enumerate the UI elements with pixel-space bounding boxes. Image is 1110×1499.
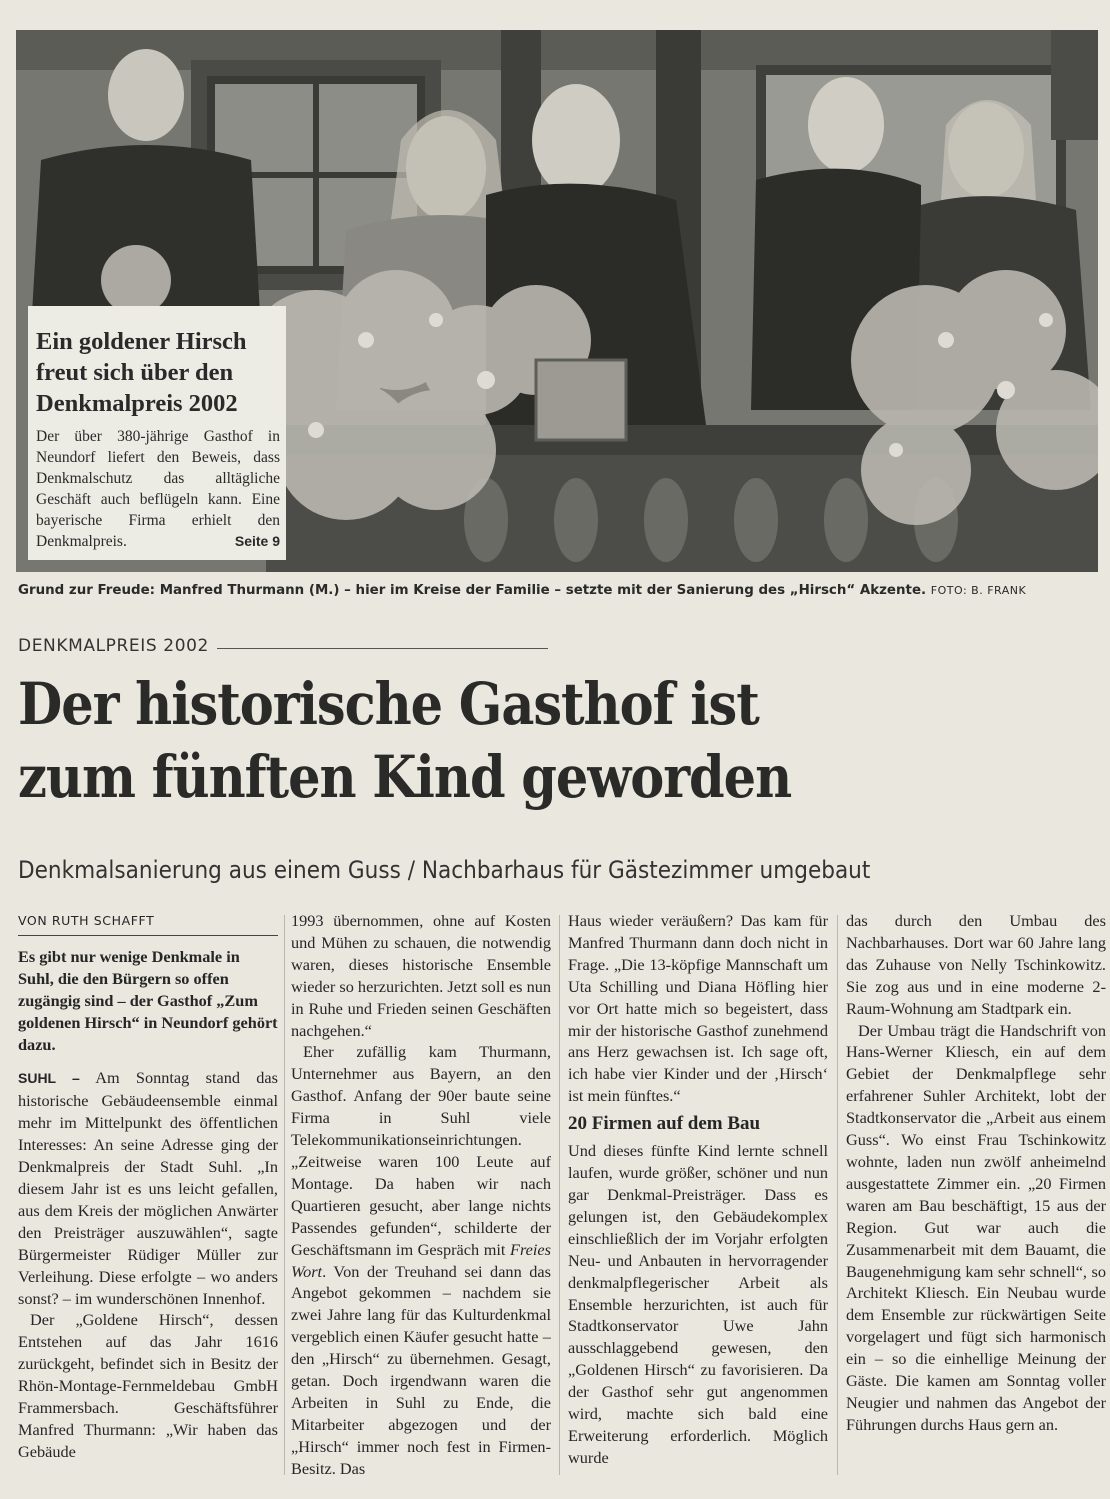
column-divider: [559, 915, 560, 1475]
article-subheadline: Denkmalsanierung aus einem Guss / Nachbarhaus für Gästezimmer umgebaut: [18, 856, 871, 884]
headline-line-2: zum fünften Kind geworden: [18, 743, 792, 811]
column-2-paragraph-2: [291, 1041, 551, 1479]
column-4-paragraph-2: Der Umbau trägt die Handschrift von Hans-Werner Kliesch, ein auf dem Gebiet der Denkmalpflege sehr erfahrener Suhler Architekt, lobt der Stadtkonservator die „Arbeit aus einem Guss“. Wo einst Frau Tschinkowitz wohnte, laden nun zwölf anheimelnd ausgestattete Zimmer ein. „20 Firmen waren am Bau beschäftigt, 15 aus der Region. Gut war auch die Zusammenarbeit mit dem Bauamt, die Baugenehmigung kam sehr schnell“, so Architekt Kliesch. Ein Neubau wurde dem Ensemble zur rückwärtigen Seite vorgelagert und fügt sich harmonisch ein – so die einhellige Meinung der Gäste. Die kamen am Sonntag voller Neugier und nahmen das Angebot der Führungen durchs Haus gern an.: [846, 1020, 1106, 1434]
column-4-paragraph-1: das durch den Umbau des Nachbarhauses. Dort war 60 Jahre lang das Zuhause von Nelly Tschinkowitz. Sie zog aus und in eine moderne 2-Raum-Wohnung am Stadtpark ein.: [846, 911, 1106, 1018]
column-1-paragraph-2: Der „Goldene Hirsch“, dessen Entstehen auf das Jahr 1616 zurückgeht, befindet sich in Besitz der Rhön-Montage-Fernmeldebau GmbH Frammersbach. Geschäftsführer Manfred Thurmann: „Wir haben das Gebäude: [18, 1310, 278, 1461]
column-divider: [284, 915, 285, 1475]
lead-paragraph: Es gibt nur wenige Denkmale in Suhl, die den Bürgern so offen zugängig sind – der Gasthof „Zum goldenen Hirsch“ in Neundorf gehört dazu.: [18, 946, 278, 1054]
byline: VON RUTH SCHAFFT: [18, 910, 278, 936]
article-column-2: [291, 910, 551, 1485]
article-photo: [16, 30, 1098, 572]
column-2-paragraph-2b: . Von der Treuhand sei dann das Angebot gekommen – nachdem sie zwei Jahre lang für das Kulturdenkmal vergeblich einen Käufer gesucht hatte – den „Hirsch“ zu übernehmen. Gesagt, getan. Doch irgendwann waren die Arbeiten in Suhl zu Ende, die Mitarbeiter abgezogen und der „Hirsch“ immer noch fest in Firmen-Besitz. Das: [291, 1261, 551, 1478]
column-3-paragraph-1: Haus wieder veräußern? Das kam für Manfred Thurmann dann doch nicht in Frage. „Die 13-köpfige Mannschaft um Uta Schilling und Diana Höfling hier vor Ort hatte mich so begeistert, dass mir der historische Gasthof zunehmend ans Herz gewachsen ist. Ich sage oft, ich habe vier Kinder und der ‚Hirsch‘ ist mein fünftes.“: [568, 911, 828, 1106]
photo-credit: FOTO: B. FRANK: [930, 584, 1027, 597]
article-headline: [18, 668, 951, 814]
column-3-paragraph-2: Und dieses fünfte Kind lernte schnell laufen, wurde größer, schöner und nun gar Denkmal-Preisträger. Dass es gelungen ist, den Gebäudekomplex einschließlich der im Vorjahr erfolgten Neu- und Anbauten in hervorragender denkmalpflegerischer Arbeit als Ensemble herzurichten, ist auch für Stadtkonservator Uwe Jahn ausschlaggebend gewesen, den „Goldenen Hirsch“ zu favorisieren. Da der Gasthof sehr gut angenommen wird, machte sich bald eine Erweiterung erforderlich. Möglich wurde: [568, 1141, 828, 1467]
photo-caption: [18, 583, 1098, 598]
column-divider: [837, 915, 838, 1475]
teaser-box: [28, 306, 286, 560]
dateline: SUHL –: [18, 1070, 80, 1087]
article-column-3: [568, 910, 828, 1485]
teaser-body: [36, 426, 280, 552]
kicker-text: DENKMALPREIS 2002: [18, 636, 209, 656]
teaser-text: Der über 380-jährige Gasthof in Neundorf liefert den Beweis, dass Denkmalschutz das alltägliche Geschäft auch beflügeln kann. Eine bayerische Firma erhielt den Denkmalpreis.: [36, 428, 280, 550]
kicker: [18, 636, 548, 656]
article-column-4: [846, 910, 1106, 1485]
section-subhead: 20 Firmen auf dem Bau: [568, 1113, 761, 1135]
column-2-paragraph-2a: Eher zufällig kam Thurmann, Unternehmer aus Bayern, an den Gasthof. Anfang der 90er baute seine Firma in Suhl viele Telekommunikationseinrichtungen. „Zeitweise waren 100 Leute auf Montage. Da haben wir nach Quartieren gesucht, aber lange nichts Passendes gefunden“, schilderte der Geschäftsmann im Gespräch mit: [291, 1042, 551, 1259]
column-2-paragraph-1: 1993 übernommen, ohne auf Kosten und Mühen zu schauen, die notwendig waren, dieses historische Ensemble wieder so herzurichten. Jetzt soll es nun in Ruhe und Frieden seinen Geschäften nachgehen.“: [291, 911, 551, 1040]
article-column-1: [18, 910, 278, 1485]
teaser-headline: Ein goldener Hirsch freut sich über den Denkmalpreis 2002: [36, 328, 247, 417]
kicker-rule: [217, 648, 548, 649]
caption-text: Grund zur Freude: Manfred Thurmann (M.) – hier im Kreise der Familie – setzte mit der Sanierung des „Hirsch“ Akzente.: [18, 583, 927, 598]
column-1-paragraph-1-text: Am Sonntag stand das historische Gebäudeensemble einmal mehr im Mittelpunkt des öffentlichen Interesses: An seine Adresse ging der Denkmalpreis der Stadt Suhl. „In diesem Jahr ist es uns leicht gefallen, aus dem Kreis der möglichen Anwärter den Preisträger auszuwählen“, sagte Bürgermeister Rüdiger Müller zur Verleihung. Diese erfolgte – wo anders sonst? – im wunderschönen Innenhof.: [18, 1068, 278, 1308]
column-1-paragraph-1: [18, 1067, 278, 1309]
teaser-page-link[interactable]: Seite 9: [234, 533, 280, 549]
headline-line-1: Der historische Gasthof ist: [18, 670, 759, 738]
newspaper-name: Freies Wort: [291, 1239, 551, 1281]
